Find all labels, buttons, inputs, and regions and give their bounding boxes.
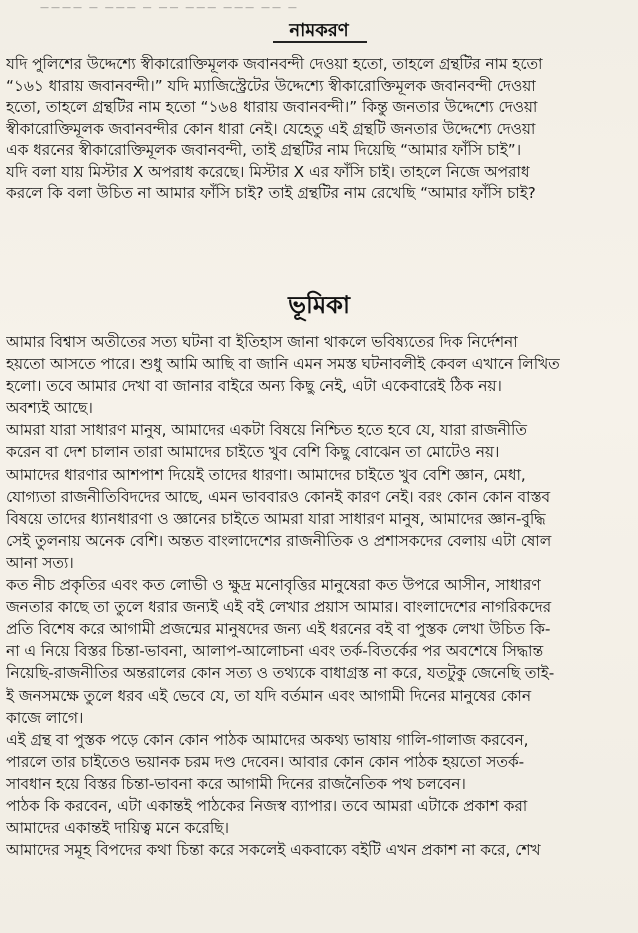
heading-naming: নামকরণ xyxy=(289,20,349,41)
text-line: না এ নিয়ে বিস্তর চিন্তা-ভাবনা, আলাপ-আলোচনা এবং তর্ক-বিতর্কের পর অবশেষে সিদ্ধান্ত xyxy=(6,642,544,661)
text-line: হলো। তবে আমার দেখা বা জানার বাইরে অন্য কিছু নেই, এটা একেবারেই ঠিক নয়। xyxy=(6,377,502,396)
text-line: অবশ্যই আছে। xyxy=(6,399,93,418)
text-line: “১৬১ ধারায় জবানবন্দী।” যদি ম্যাজিস্ট্রেটের উদ্দেশ্যে স্বীকারোক্তিমূলক জবানবন্দী দেওয়া xyxy=(6,76,536,95)
text-line: পাঠক কি করবেন, এটা একান্তই পাঠকের নিজস্ব ব্যাপার। তবে আমরা এটাকে প্রকাশ করা xyxy=(6,796,528,815)
text-line: স্বীকারোক্তিমূলক জবানবন্দীর কোন ধারা নেই। যেহেতু এই গ্রন্থটি জনতার উদ্দেশ্যে দেওয়া xyxy=(6,119,536,138)
text-line: কত নীচ প্রকৃতির এবং কত লোভী ও ক্ষুদ্র মনোবৃত্তির মানুষেরা কত উপরে আসীন, সাধারণ xyxy=(6,576,541,595)
text-line: এই গ্রন্থ বা পুস্তক পড়ে কোন কোন পাঠক আমাদের অকথ্য ভাষায় গালি-গালাজ করবেন, xyxy=(6,730,529,749)
text-line: সেই তুলনায় অনেক বেশি। অন্তত বাংলাদেশের রাজনীতিক ও প্রশাসকদের বেলায় এটা ষোল xyxy=(6,531,552,550)
naming-paragraph xyxy=(6,54,634,205)
text-line: নিয়েছি-রাজনীতির অন্তরালের কোন সত্য ও তথ্যকে বাধাগ্রস্ত না করে, যতটুকু জেনেছি তাই- xyxy=(6,664,555,683)
text-line: ই জনসমক্ষে তুলে ধরব এই ভেবে যে, তা যদি বর্তমান এবং আগামী দিনের মানুষের কোন xyxy=(6,686,531,705)
heading-underline xyxy=(273,41,367,43)
text-line: পারলে তার চাইতেও ভয়ানক চরম দণ্ড দেবেন। আবার কোন কোন পাঠক হয়তো সতর্ক- xyxy=(6,752,525,771)
text-line: আমার বিশ্বাস অতীতের সত্য ঘটনা বা ইতিহাস জানা থাকলে ভবিষ্যতের দিক নির্দেশনা xyxy=(6,333,518,351)
preface-body xyxy=(6,331,634,861)
text-line: যদি পুলিশের উদ্দেশ্যে স্বীকারোক্তিমূলক জবানবন্দী দেওয়া হতো, তাহলে গ্রন্থটির নাম হতো xyxy=(6,55,543,73)
running-head: ———— — ——— — —— ——— ——— —— — xyxy=(40,3,299,13)
text-line: হয়তো আসতে পারে। শুধু আমি আছি বা জানি এমন সমস্ত ঘটনাবলীই কেবল এখানে লিখিত xyxy=(6,355,560,374)
text-line: হতো, তাহলে গ্রন্থটির নাম হতো “১৬৪ ধারায় জবানবন্দী।” কিন্তু জনতার উদ্দেশ্যে দেওয়া xyxy=(6,98,538,116)
text-line: প্রতি বিশেষ করে আগামী প্রজন্মের মানুষদের জন্য এই ধরনের বই বা পুস্তক লেখা উচিত কি- xyxy=(6,620,551,639)
text-line: করলে কি বলা উচিত না আমার ফাঁসি চাই? তাই গ্রন্থটির নাম রেখেছি “আমার ফাঁসি চাই? xyxy=(6,184,536,202)
text-line: আমাদের সমূহ বিপদের কথা চিন্তা করে সকলেই একবাক্যে বইটি এখন প্রকাশ না করে, শেখ xyxy=(6,841,541,860)
text-line: করেন বা দেশ চালান তারা আমাদের চাইতে খুব বেশি কিছু বোঝেন তা মোটেও নয়। xyxy=(6,443,500,462)
text-line: আমাদের একান্তই দায়িত্ব মনে করেছি। xyxy=(6,819,229,838)
text-line: সাবধান হয়ে বিস্তর চিন্তা-ভাবনা করে আগামী দিনের রাজনৈতিক পথ চলবেন। xyxy=(6,774,466,793)
text-line: আমরা যারা সাধারণ মানুষ, আমাদের একটা বিষয়ে নিশ্চিত হতে হবে যে, যারা রাজনীতি xyxy=(6,421,527,440)
text-line: এক ধরনের স্বীকারোক্তিমূলক জবানবন্দী, তাই গ্রন্থটির নাম দিয়েছি “আমার ফাঁসি চাই”। xyxy=(6,141,522,159)
text-line: আমাদের ধারণার আশপাশ দিয়েই তাদের ধারণা। আমাদের চাইতে খুব বেশি জ্ঞান, মেধা, xyxy=(6,465,526,484)
text-line: যোগ্যতা রাজনীতিবিদদের আছে, এমন ভাববারও কোনই কারণ নেই। বরং কোন কোন বাস্তব xyxy=(6,487,551,506)
text-line: জনতার কাছে তা তুলে ধরার জন্যই এই বই লেখার প্রয়াস আমার। বাংলাদেশের নাগরিকদের xyxy=(6,598,552,617)
text-line: যদি বলা যায় মিস্টার X অপরাধ করেছে। মিস্টার X এর ফাঁসি চাই। তাহলে নিজে অপরাধ xyxy=(6,162,530,181)
text-line: আনা সত্য। xyxy=(6,553,74,572)
heading-preface: ভূমিকা xyxy=(288,291,350,319)
text-line: বিষয়ে তাদের ধ্যানধারণা ও জ্ঞানের চাইতে আমরা যারা সাধারণ মানুষ, আমাদের জ্ঞান-বুদ্ধি xyxy=(6,509,546,528)
text-line: কাজে লাগে। xyxy=(6,708,84,727)
